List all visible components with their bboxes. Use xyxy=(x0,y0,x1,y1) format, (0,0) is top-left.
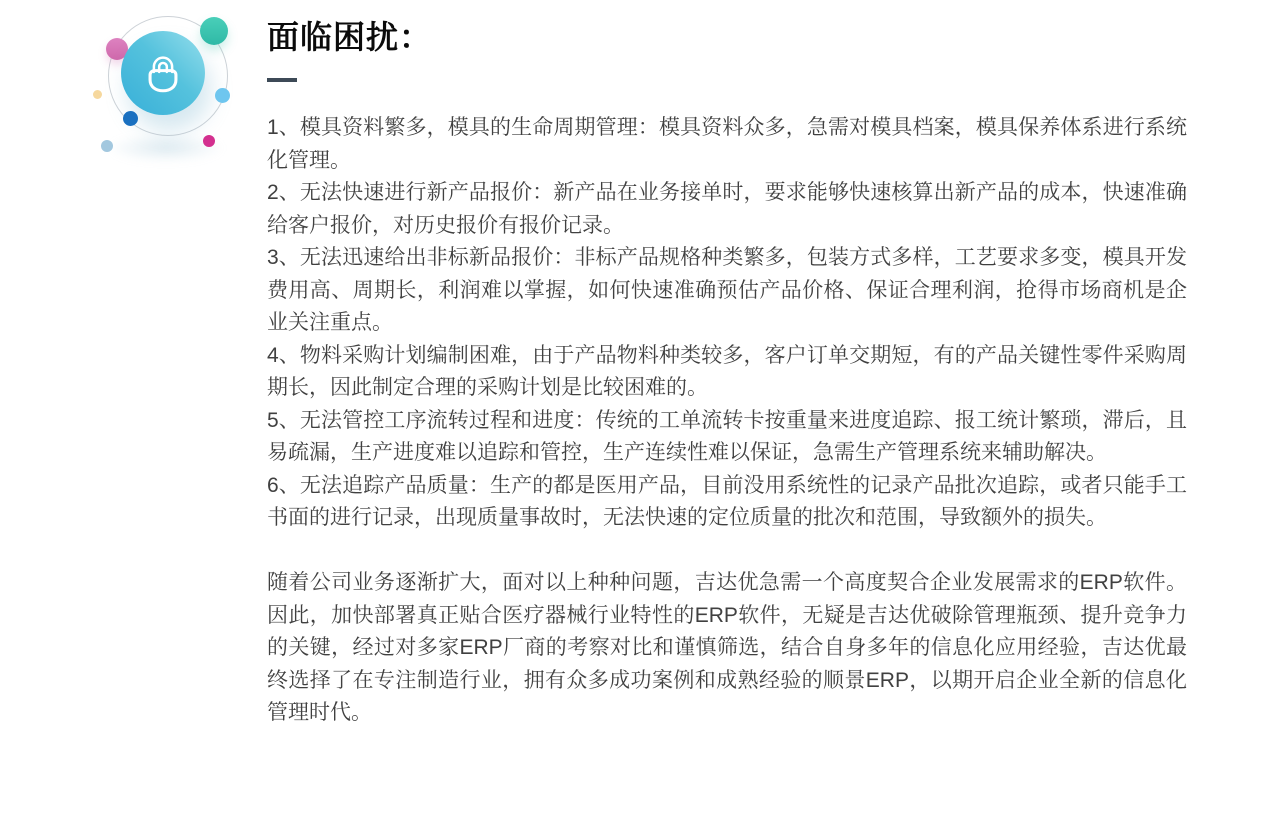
lock-icon xyxy=(140,50,186,96)
problem-item-2: 2、无法快速进行新产品报价：新产品在业务接单时，要求能够快速核算出新产品的成本，快速准确给客户报价，对历史报价有报价记录。 xyxy=(267,181,1187,237)
problem-list xyxy=(267,112,1187,535)
problem-item-6: 6、无法追踪产品质量：生产的都是医用产品，目前没用系统性的记录产品批次追踪，或者只能手工书面的进行记录，出现质量事故时，无法快速的定位质量的批次和范围，导致额外的损失。 xyxy=(267,473,1187,529)
content-column xyxy=(267,16,1187,730)
title-underline xyxy=(267,78,297,82)
decor-dot-sky xyxy=(215,88,230,103)
section-title: 面临困扰： xyxy=(267,19,433,55)
decor-dot-cream xyxy=(93,90,102,99)
problem-item-5: 5、无法管控工序流转过程和进度：传统的工单流转卡按重量来进度追踪、报工统计繁琐，滞后，且易疏漏，生产进度难以追踪和管控，生产连续性难以保证，急需生产管理系统来辅助解决。 xyxy=(267,408,1187,464)
decor-dot-pale-blue xyxy=(101,140,113,152)
problem-item-3: 3、无法迅速给出非标新品报价：非标产品规格种类繁多，包装方式多样，工艺要求多变，模具开发费用高、周期长，利润难以掌握，如何快速准确预估产品价格、保证合理利润，抢得市场商机是企业关注重点。 xyxy=(267,246,1187,334)
lock-circle xyxy=(121,31,205,115)
decor-dot-magenta xyxy=(203,135,215,147)
decor-dot-teal xyxy=(200,17,228,45)
problem-item-1: 1、模具资料繁多，模具的生命周期管理：模具资料众多，急需对模具档案，模具保养体系进行系统化管理。 xyxy=(267,116,1187,172)
decor-dot-blue xyxy=(123,111,138,126)
problem-item-4: 4、物料采购计划编制困难，由于产品物料种类较多，客户订单交期短，有的产品关键性零件采购周期长，因此制定合理的采购计划是比较困难的。 xyxy=(267,343,1187,399)
lock-badge xyxy=(85,5,255,175)
closing-paragraph: 随着公司业务逐渐扩大，面对以上种种问题，吉达优急需一个高度契合企业发展需求的ERP软件。因此，加快部署真正贴合医疗器械行业特性的ERP软件，无疑是吉达优破除管理瓶颈、提升竞争力的关键，经过对多家ERP厂商的考察对比和谨慎筛选，结合自身多年的信息化应用经验，吉达优最终选择了在专注制造行业，拥有众多成功案例和成熟经验的顺景ERP，以期开启企业全新的信息化管理时代。 xyxy=(267,571,1187,724)
